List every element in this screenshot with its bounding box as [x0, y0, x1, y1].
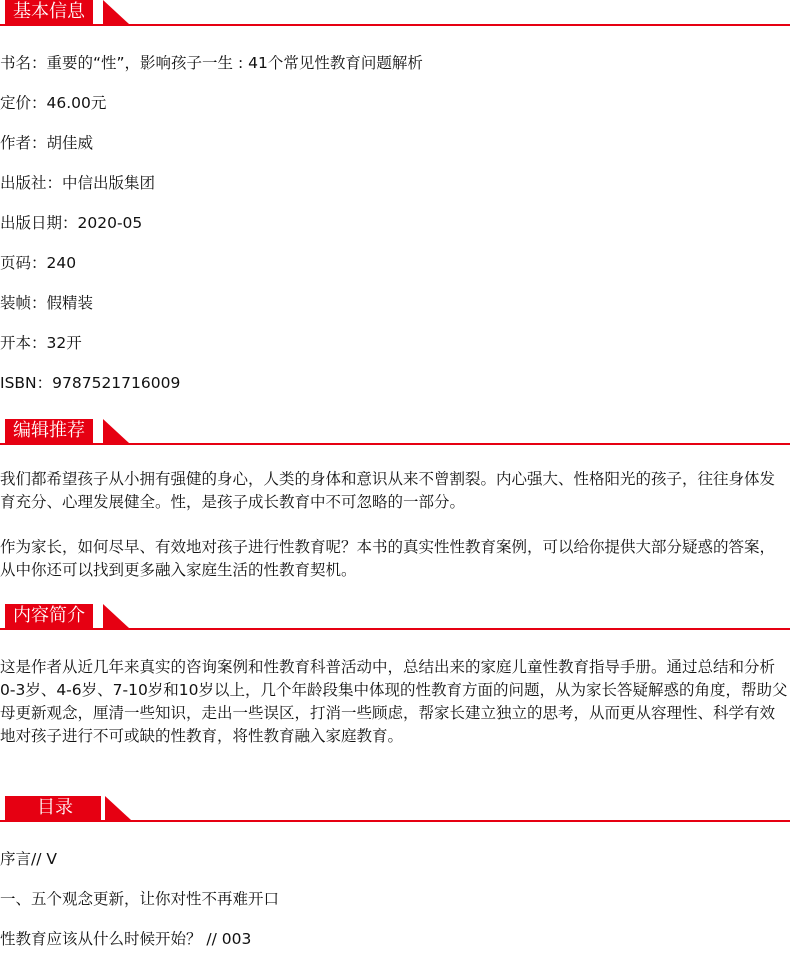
toc-item: 一、五个观念更新，让你对性不再难开口 [0, 890, 280, 908]
header-rule [0, 820, 790, 822]
summary-paragraph: 这是作者从近几年来真实的咨询案例和性教育科普活动中，总结出来的家庭儿童性教育指导手册。通过总结和分析0-3岁、4-6岁、7-10岁和10岁以上，几个年龄段集中体现的性教育方面的问题，从为家长答疑解惑的角度，帮助父母更新观念，厘清一些知识，走出一些误区，打消一些顾虑，帮家长建立独立的思考，从而更从容理性、科学有效地对孩子进行不可或缺的性教育，将性教育融入家庭教育。 [0, 658, 788, 745]
header-rule [0, 24, 790, 26]
header-decoration [103, 419, 129, 443]
header-rule [0, 443, 790, 445]
section-title: 编辑推荐 [5, 419, 93, 443]
book-pub-date: 出版日期：2020-05 [0, 214, 143, 232]
book-price: 定价：46.00元 [0, 94, 107, 112]
book-publisher: 出版社：中信出版集团 [0, 174, 156, 192]
book-format: 开本：32开 [0, 334, 82, 352]
book-pages: 页码：240 [0, 254, 77, 272]
section-header-basic-info [0, 0, 790, 26]
book-isbn: ISBN：9787521716009 [0, 374, 181, 392]
section-header-editor-recommend [0, 419, 790, 445]
section-title: 目录 [5, 796, 101, 820]
book-author: 作者：胡佳威 [0, 134, 94, 152]
toc-item: 性教育应该从什么时候开始？ // 003 [0, 930, 252, 948]
editor-recommend-paragraph-2: 作为家长，如何尽早、有效地对孩子进行性教育呢？本书的真实性性教育案例，可以给你提供大部分疑惑的答案，从中你还可以找到更多融入家庭生活的性教育契机。 [0, 538, 776, 579]
book-title: 书名：重要的“性”，影响孩子一生 : 41个常见性教育问题解析 [0, 54, 423, 72]
editor-recommend-paragraph-1: 我们都希望孩子从小拥有强健的身心，人类的身体和意识从来不曾割裂。内心强大、性格阳光的孩子，往往身体发育充分、心理发展健全。性，是孩子成长教育中不可忽略的一部分。 [0, 470, 776, 511]
section-header-toc [0, 796, 790, 822]
toc-item: 序言// V [0, 850, 57, 868]
header-decoration [103, 0, 129, 24]
header-decoration [103, 604, 129, 628]
section-title: 内容简介 [5, 604, 93, 628]
book-binding: 装帧：假精装 [0, 294, 94, 312]
header-rule [0, 628, 790, 630]
header-decoration [105, 796, 131, 820]
section-header-summary [0, 604, 790, 630]
section-title: 基本信息 [5, 0, 93, 24]
